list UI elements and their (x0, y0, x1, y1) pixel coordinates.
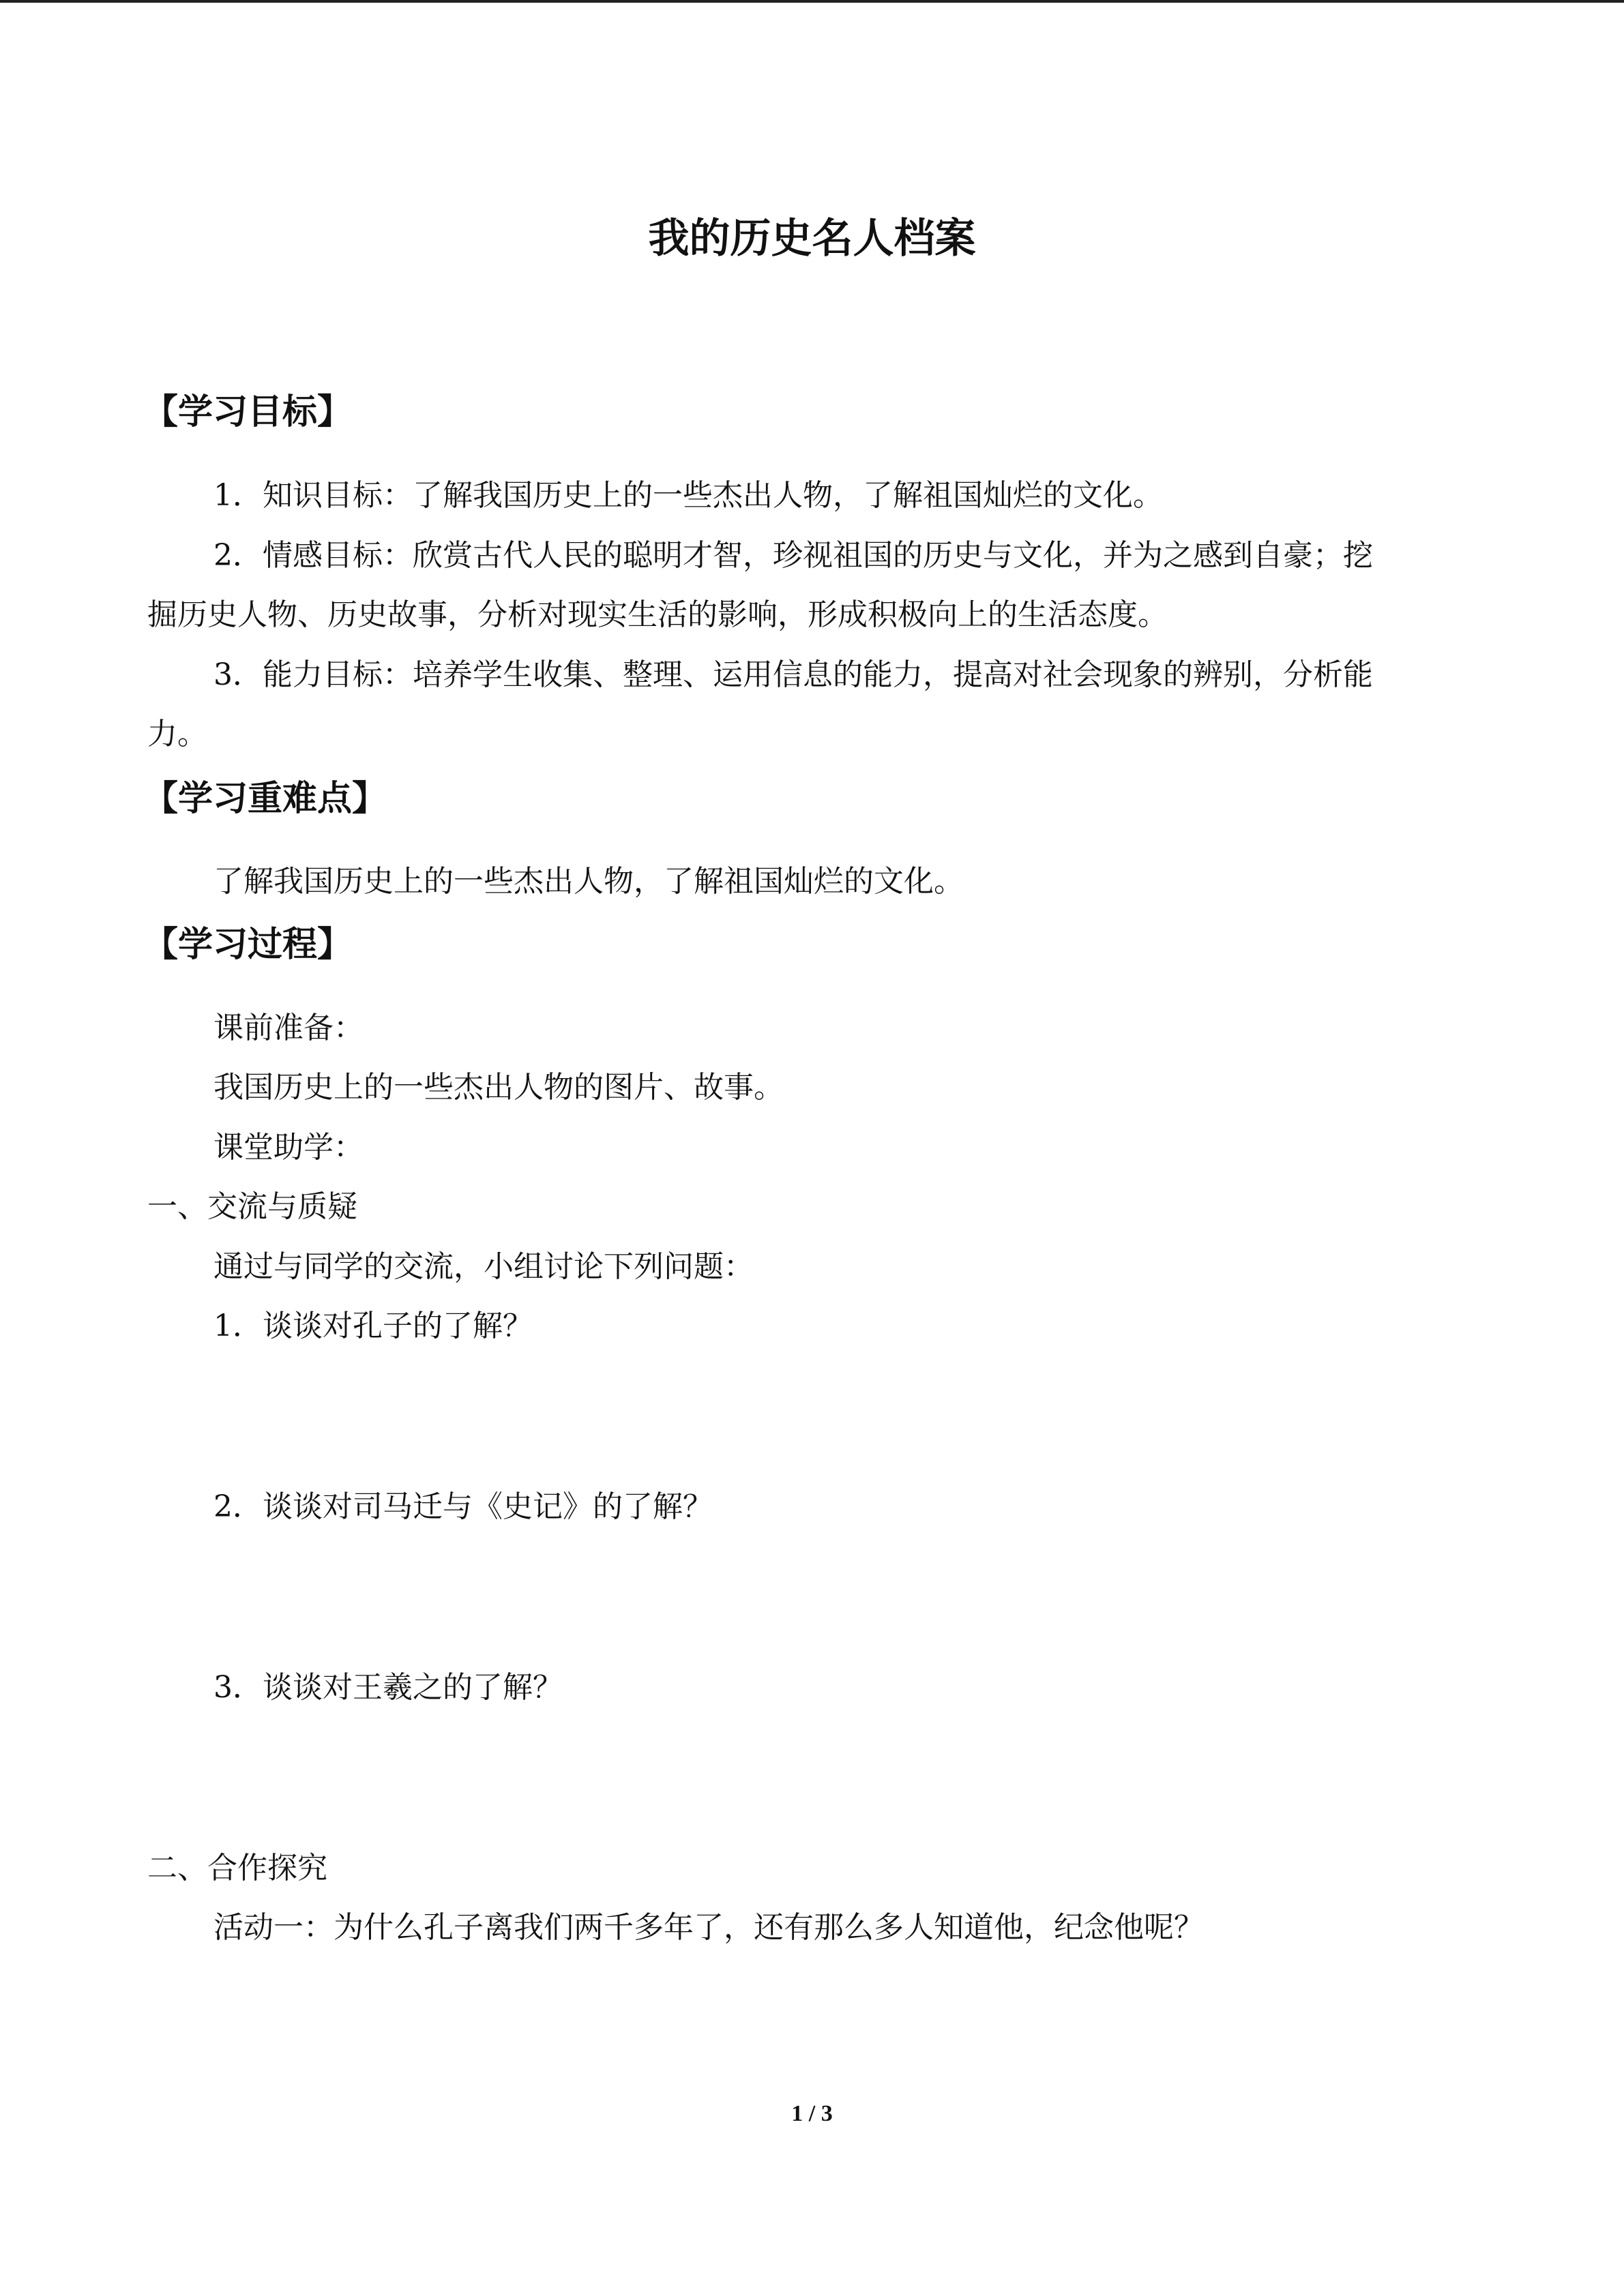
question-sima-qian: 2．谈谈对司马迁与《史记》的了解？ (213, 1489, 713, 1524)
question-confucius: 1．谈谈对孔子的了解？ (213, 1309, 533, 1343)
activity-one: 活动一：为什么孔子离我们两千多年了，还有那么多人知道他，纪念他呢？ (213, 1910, 1204, 1945)
key-points-text: 了解我国历史上的一些杰出人物，了解祖国灿烂的文化。 (213, 864, 964, 899)
page-title: 我的历史名人档案 (648, 215, 976, 263)
part1-title: 一、交流与质疑 (147, 1189, 357, 1224)
objective-item-emotion-line1: 2．情感目标：欣赏古代人民的聪明才智，珍视祖国的历史与文化，并为之感到自豪；挖 (213, 538, 1373, 573)
part1-intro: 通过与同学的交流，小组讨论下列问题： (213, 1249, 754, 1284)
page-number: 1 / 3 (791, 2101, 833, 2126)
objectives-heading: 【学习目标】 (143, 392, 353, 432)
prep-label: 课前准备： (213, 1011, 364, 1045)
top-border-rule (0, 0, 1624, 3)
objective-item-ability-line1: 3．能力目标：培养学生收集、整理、运用信息的能力，提高对社会现象的辨别，分析能 (213, 657, 1373, 692)
objective-item-ability-line2: 力。 (147, 717, 207, 751)
objective-item-knowledge: 1．知识目标：了解我国历史上的一些杰出人物，了解祖国灿烂的文化。 (213, 478, 1163, 513)
prep-text: 我国历史上的一些杰出人物的图片、故事。 (213, 1070, 784, 1105)
objective-item-emotion-line2: 掘历史人物、历史故事，分析对现实生活的影响，形成积极向上的生活态度。 (147, 597, 1168, 632)
key-points-heading: 【学习重难点】 (143, 779, 387, 819)
class-label: 课堂助学： (213, 1130, 364, 1165)
part2-title: 二、合作探究 (147, 1851, 327, 1885)
question-wang-xizhi: 3．谈谈对王羲之的了解？ (213, 1670, 563, 1705)
process-heading: 【学习过程】 (143, 925, 353, 965)
